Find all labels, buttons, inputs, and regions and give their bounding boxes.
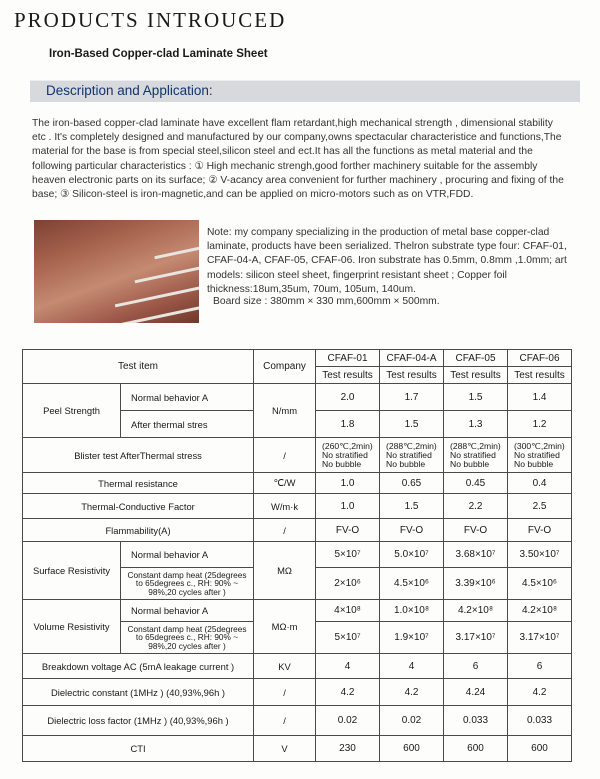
row-sublabel: Normal behavior A	[121, 600, 254, 622]
value-cell: 0.4	[508, 473, 572, 494]
board-size-text: Board size : 380mm × 330 mm,600mm × 500mm.	[213, 296, 440, 307]
value-cell: 3.17×10⁷	[444, 622, 508, 654]
spec-table	[22, 349, 572, 762]
unit-cell: /	[254, 706, 316, 736]
company-header: Company	[254, 350, 316, 384]
unit-cell: ℃/W	[254, 473, 316, 494]
value-cell: 1.3	[444, 411, 508, 438]
value-cell: 0.02	[380, 706, 444, 736]
table-row	[23, 679, 572, 706]
value-cell: 4.2	[316, 679, 380, 706]
value-cell: FV-O	[316, 519, 380, 542]
row-label-dielectric-loss: Dielectric loss factor (1MHz ) (40,93%,96h )	[23, 706, 254, 736]
unit-cell: /	[254, 519, 316, 542]
table-row	[23, 706, 572, 736]
row-label-breakdown-voltage: Breakdown voltage AC (5mA leakage current )	[23, 654, 254, 679]
row-label-blister-test: Blister test AfterThermal stress	[23, 438, 254, 473]
row-label-volume-resistivity: Volume Resistivity	[23, 600, 121, 654]
value-cell: 1.0	[316, 473, 380, 494]
table-row	[23, 519, 572, 542]
row-label-surface-resistivity: Surface Resistivity	[23, 542, 121, 600]
value-cell: 1.2	[508, 411, 572, 438]
product-photo	[34, 220, 199, 323]
model-header: CFAF-04-A	[380, 350, 444, 367]
value-cell: 4×10⁸	[316, 600, 380, 622]
model-header: CFAF-01	[316, 350, 380, 367]
row-sublabel: Constant damp heat (25degrees to 65degrees c., RH: 90% ~ 98%,20 cycles after )	[121, 568, 254, 600]
description-paragraph: The iron-based copper-clad laminate have excellent flam retardant,high mechanical strength , dimensional stability etc . It's completely designed and manufactured by our company,owns spectacular characteristice and functions,The material for the base is from special steel,silicon steel and ect.It has all the functions as metal material and the following particular characteristics : ① High mechanic strengh,good forther machinery suitable for the assembly heaven electronic parts on its surface; ② V-acancy area convenient for further machinery , procuring and fixing of the base; ③ Silicon-steel is iron-magnetic,and can be applied on micro-motors such as on VTR,FDD.	[32, 118, 564, 201]
test-results-header: Test results	[316, 367, 380, 384]
unit-cell: MΩ·m	[254, 600, 316, 654]
value-cell: FV-O	[380, 519, 444, 542]
blister-cell: (260℃,2min) No stratified No bubble	[316, 438, 380, 473]
value-cell: 2×10⁶	[316, 568, 380, 600]
value-cell: 3.68×10⁷	[444, 542, 508, 568]
note-paragraph: Note: my company specializing in the production of metal base copper-clad laminate, products have been serialized. Thelron substrate type four: CFAF-01, CFAF-04-A, CFAF-05, CFAF-06. Iron substrate has 0.5mm, 0.8mm ,1.0mm; art models: silicon steel sheet, fingerprint resistant sheet ; Copper foil thickness:18um,35um, 70um, 105um, 140um.	[207, 227, 567, 295]
value-cell: 3.50×10⁷	[508, 542, 572, 568]
value-cell: 1.4	[508, 384, 572, 411]
row-sublabel: Normal behavior A	[121, 542, 254, 568]
value-cell: 4.2	[508, 679, 572, 706]
unit-cell: N/mm	[254, 384, 316, 438]
blister-cell: (288℃,2min) No stratified No bubble	[444, 438, 508, 473]
value-cell: 2.5	[508, 494, 572, 519]
value-cell: 1.5	[380, 494, 444, 519]
value-cell: 0.033	[444, 706, 508, 736]
value-cell: 4.2×10⁸	[444, 600, 508, 622]
table-row	[23, 736, 572, 762]
value-cell: 4.5×10⁶	[380, 568, 444, 600]
table-row	[23, 654, 572, 679]
value-cell: 5×10⁷	[316, 542, 380, 568]
row-label-flammability: Flammability(A)	[23, 519, 254, 542]
blister-cell: (300℃,2min) No stratified No bubble	[508, 438, 572, 473]
row-label-thermal-resistance: Thermal resistance	[23, 473, 254, 494]
unit-cell: MΩ	[254, 542, 316, 600]
row-label-peel-strength: Peel Strength	[23, 384, 121, 438]
row-sublabel: Normal behavior A	[121, 384, 254, 411]
value-cell: 3.39×10⁶	[444, 568, 508, 600]
row-sublabel: After thermal stres	[121, 411, 254, 438]
table-row	[23, 473, 572, 494]
table-header-row	[23, 350, 572, 367]
value-cell: 1.7	[380, 384, 444, 411]
table-row	[23, 384, 572, 411]
value-cell: 600	[380, 736, 444, 762]
page-title: PRODUCTS INTROUCED	[14, 8, 287, 32]
unit-cell: /	[254, 438, 316, 473]
test-item-header: Test item	[23, 350, 254, 384]
test-results-header: Test results	[508, 367, 572, 384]
value-cell: 230	[316, 736, 380, 762]
table-row	[23, 542, 572, 568]
table-row	[23, 494, 572, 519]
product-subtitle: Iron-Based Copper-clad Laminate Sheet	[49, 48, 268, 60]
value-cell: 600	[508, 736, 572, 762]
value-cell: 0.033	[508, 706, 572, 736]
value-cell: 4.2×10⁸	[508, 600, 572, 622]
value-cell: 1.5	[444, 384, 508, 411]
value-cell: 0.65	[380, 473, 444, 494]
value-cell: 0.02	[316, 706, 380, 736]
value-cell: 1.8	[316, 411, 380, 438]
unit-cell: KV	[254, 654, 316, 679]
value-cell: FV-O	[508, 519, 572, 542]
value-cell: 1.0×10⁸	[380, 600, 444, 622]
section-title: Description and Application:	[46, 83, 213, 98]
value-cell: 3.17×10⁷	[508, 622, 572, 654]
value-cell: 5.0×10⁷	[380, 542, 444, 568]
unit-cell: /	[254, 679, 316, 706]
value-cell: 4	[380, 654, 444, 679]
test-results-header: Test results	[380, 367, 444, 384]
blister-cell: (288℃,2min) No stratified No bubble	[380, 438, 444, 473]
section-header-bar	[30, 80, 580, 102]
table-row	[23, 438, 572, 473]
unit-cell: V	[254, 736, 316, 762]
value-cell: FV-O	[444, 519, 508, 542]
value-cell: 4.2	[380, 679, 444, 706]
value-cell: 0.45	[444, 473, 508, 494]
row-label-cti: CTI	[23, 736, 254, 762]
value-cell: 4	[316, 654, 380, 679]
value-cell: 6	[444, 654, 508, 679]
value-cell: 5×10⁷	[316, 622, 380, 654]
value-cell: 1.9×10⁷	[380, 622, 444, 654]
value-cell: 4.24	[444, 679, 508, 706]
value-cell: 1.0	[316, 494, 380, 519]
value-cell: 6	[508, 654, 572, 679]
value-cell: 4.5×10⁶	[508, 568, 572, 600]
row-label-thermal-conductive: Thermal-Conductive Factor	[23, 494, 254, 519]
model-header: CFAF-06	[508, 350, 572, 367]
unit-cell: W/m·k	[254, 494, 316, 519]
row-sublabel: Constant damp heat (25degrees to 65degrees c., RH: 90% ~ 98%,20 cycles after )	[121, 622, 254, 654]
value-cell: 1.5	[380, 411, 444, 438]
test-results-header: Test results	[444, 367, 508, 384]
value-cell: 2.2	[444, 494, 508, 519]
value-cell: 2.0	[316, 384, 380, 411]
model-header: CFAF-05	[444, 350, 508, 367]
value-cell: 600	[444, 736, 508, 762]
row-label-dielectric-constant: Dielectric constant (1MHz ) (40,93%,96h )	[23, 679, 254, 706]
table-row	[23, 600, 572, 622]
